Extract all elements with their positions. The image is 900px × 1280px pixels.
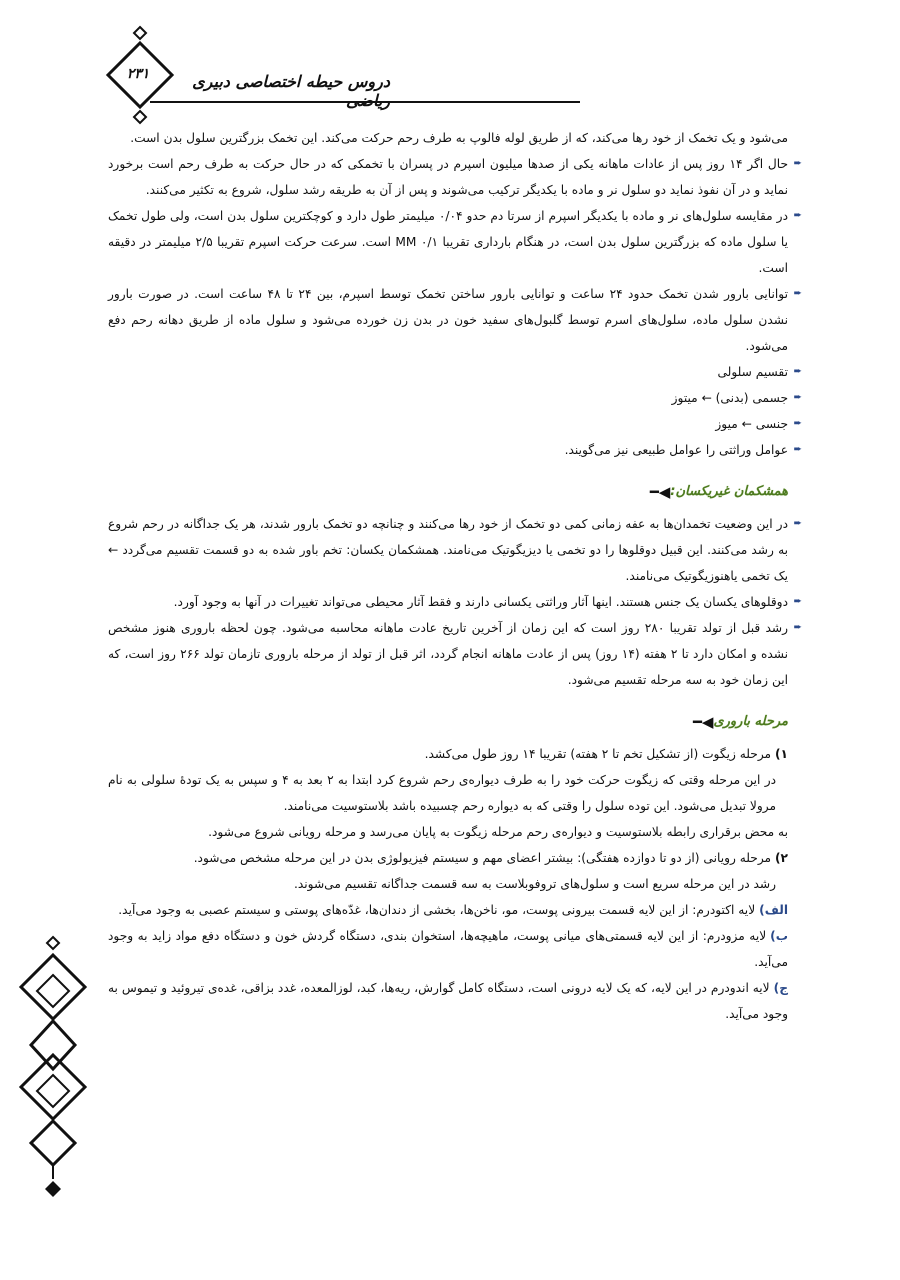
side-geometric-ornament <box>15 935 95 1205</box>
arrow-bullet-icon: ➨ <box>793 210 802 221</box>
list-item: ➨ حال اگر ۱۴ روز پس از عادات ماهانه یکی از صدها میلیون اسپرم در پسران با تخمکی که در حال حرکت به طرف رحم است برخورد نماید و در آن نفوذ نماید دو سلول نر و ماده با یکدیگر ترکیب می‌شوند و پس از آن به طریقه رشد سلول، شروع به تکثیر می‌کنند. <box>108 151 788 203</box>
arrow-bullet-icon: ➨ <box>793 288 802 299</box>
intro-paragraph: می‌شود و یک تخمک از خود رها می‌کند، که از طریق لوله فالوپ به طرف رحم حرکت می‌کند. این تخمک بزرگترین سلول بدن است. <box>130 131 788 145</box>
page-content <box>108 125 802 1027</box>
stage-1-paragraph: در این مرحله وقتی که زیگوت حرکت خود را به طرف دیواره‌ی رحم شروع کرد ابتدا به ۲ بعد به ۴ و سپس به یک تودهٔ سلولی به نام مرولا تبدیل می‌شود. این توده سلول را وقتی که به دیواره رحم چسبیده باشد بلاستوسیت می‌نامند. <box>108 773 777 813</box>
arrow-bullet-icon: ➨ <box>793 366 802 377</box>
bullet-list-1 <box>108 151 802 463</box>
layer-item: ب)لایه مزودرم: از این لایه قسمتی‌های میانی پوست، ماهیچه‌ها، استخوان بندی، دستگاه گردش خون و دستگاه دفع مواد زاید به وجود می‌آید. <box>108 929 788 969</box>
list-item: ➨ جسمی (بدنی) ← میتوز <box>108 385 788 411</box>
layer-item: ج)لایه اندودرم در این لایه، که یک لایه درونی است، دستگاه کامل گوارش، ریه‌ها، کبد، لوزالمعده، غدد بزاقی، غده‌ی تیروئید و تیموس به وجود می‌آید. <box>108 981 788 1021</box>
list-item: ➨ دوقلوهای یکسان یک جنس هستند. اینها آثار وراثتی یکسانی دارند و فقط آثار محیطی می‌تواند تغییرات در آنها به وجود آورد. <box>108 589 788 615</box>
arrow-bullet-icon: ➨ <box>793 158 802 169</box>
section-title: مرحله باروری <box>713 714 788 729</box>
arrow-left-icon: ◀━ <box>649 483 671 501</box>
arrow-bullet-icon: ➨ <box>793 444 802 455</box>
stage-1-heading: ۱) مرحله زیگوت (از تشکیل تخم تا ۲ هفته) تقریبا ۱۴ روز طول می‌کشد. <box>424 747 788 761</box>
fertility-stages <box>108 741 788 1027</box>
list-item: ➨ توانایی بارور شدن تخمک حدود ۲۴ ساعت و توانایی بارور ساختن تخمک توسط اسپرم، بین ۲۴ تا ۴۸ ساعت است. در صورت بارور نشدن سلول ماده، سلول‌های اسرم توسط گلبول‌های سفید خون در بدن زن خورده می‌شود و سلول ماده از طریق دهانه رحم دفع می‌شود. <box>108 281 788 359</box>
list-item: ➨ رشد قبل از تولد تقریبا ۲۸۰ روز است که این زمان از آخرین تاریخ عادت ماهانه محاسبه می‌شود. چون لحظه باروری هنوز مشخص نشده و امکان دارد تا ۲ هفته (۱۴ روز) پس از عادت ماهانه انجام گردد، اثر قبل از تولد از مرحله باروری تازمان تولد ۲۶۶ روز است، که این زمان خود به سه مرحله تقسیم می‌شود. <box>108 615 788 693</box>
page-header-title: دروس حیطه اختصاصی دبیری <box>192 72 390 91</box>
list-item: ➨ جنسی ← میوز <box>108 411 788 437</box>
section-title: همشکمان غیریکسان: <box>670 484 788 499</box>
bullet-list-twins <box>108 511 802 693</box>
list-item: ➨ تقسیم سلولی <box>108 359 788 385</box>
arrow-bullet-icon: ➨ <box>793 418 802 429</box>
list-item: ➨ عوامل وراثتی را عوامل طبیعی نیز می‌گویند. <box>108 437 788 463</box>
page-number: ۲۳۱ <box>126 66 150 82</box>
layer-item: الف)لایه اکتودرم: از این لایه قسمت بیرونی پوست، مو، ناخن‌ها، بخشی از دندان‌ها، غدّه‌های پوستی و سیستم عصبی به وجود می‌آید. <box>118 903 788 917</box>
section-heading-twins <box>108 479 788 505</box>
header-divider <box>150 101 580 103</box>
arrow-bullet-icon: ➨ <box>793 596 802 607</box>
arrow-bullet-icon: ➨ <box>793 622 802 633</box>
section-heading-fertility <box>108 709 788 735</box>
list-item: ➨ در مقایسه سلول‌های نر و ماده با یکدیگر اسپرم از سرتا دم حدو ۰/۰۴ میلیمتر طول دارد و کوچکترین سلول بدن است، ولی طول تخمک یا سلول ماده که بزرگترین سلول بدن است، در هنگام بارداری تقریبا MM ۰/۱ است. سرعت حرکت اسپرم تقریبا ۲/۵ میلیمتر در دقیقه است. <box>108 203 788 281</box>
list-item: ➨ در این وضعیت تخمدان‌ها به عفه زمانی کمی دو تخمک از خود رها می‌کنند و چنانچه دو تخمک بارور شدند، هر یک جداگانه در رحم شروع به رشد می‌کنند. این قبیل دوقلوها را دو تخمی یا دیزیگوتیک می‌نامند. همشکمان یکسان: تخم باور شده به دو قسمت تقسیم می‌گردد ← یک تخمی یاهنوزیگوتیک می‌نامند. <box>108 511 788 589</box>
stage-1-paragraph-2: به محض برقراری رابطه بلاستوسیت و دیواره‌ی رحم مرحله زیگوت به پایان می‌رسد و مرحله رویانی شروع می‌شود. <box>208 825 788 839</box>
stage-2-paragraph: رشد در این مرحله سریع است و سلول‌های تروفوبلاست به سه قسمت جداگانه تقسیم می‌شوند. <box>294 877 776 891</box>
stage-2-heading: ۲) مرحله رویانی (از دو تا دوازده هفتگی): بیشتر اعضای مهم و سیستم فیزیولوژی بدن در این مرحله مشخص می‌شود. <box>193 851 788 865</box>
arrow-left-icon: ◀━ <box>692 713 714 731</box>
arrow-bullet-icon: ➨ <box>793 518 802 529</box>
arrow-bullet-icon: ➨ <box>793 392 802 403</box>
